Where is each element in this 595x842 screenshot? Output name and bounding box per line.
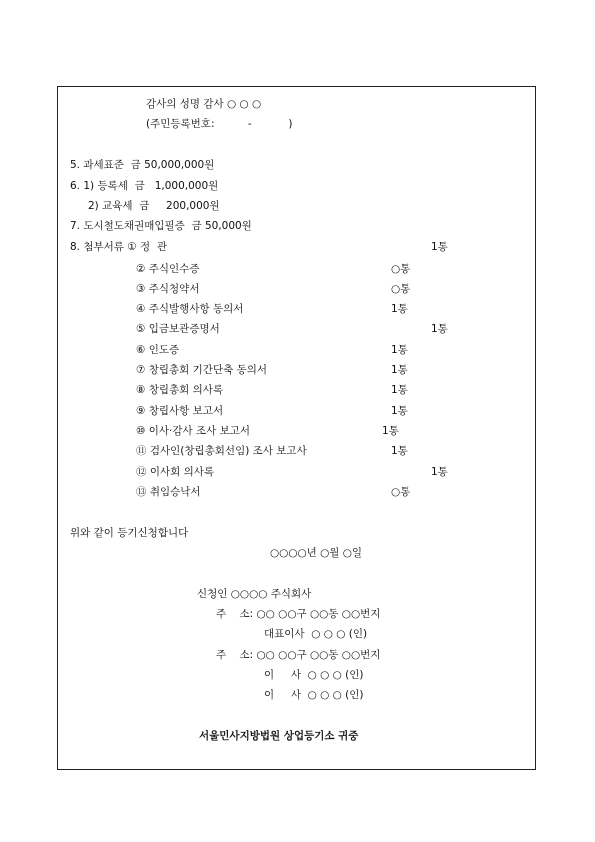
attachment-count: 1통 xyxy=(382,425,399,437)
attachment-label: ⑦ 창립총회 기간단축 동의서 xyxy=(136,364,267,376)
attachment-label: ② 주식인수증 xyxy=(136,263,200,275)
attachment-count: 1통 xyxy=(391,445,408,457)
auditor-id-line: (주민등록번호: - ) xyxy=(146,118,293,130)
company-address: 주 소: ○○ ○○구 ○○동 ○○번지 xyxy=(216,608,381,620)
attachment-count: 1통 xyxy=(391,344,408,356)
applicant-company: 신청인 ○○○○ 주식회사 xyxy=(197,588,312,600)
attachment-count: 1통 xyxy=(431,466,448,478)
attachment-count: ○통 xyxy=(391,486,411,498)
director-signature: 이 사 ○ ○ ○ (인) xyxy=(264,669,364,681)
attachment-count: 1통 xyxy=(391,384,408,396)
registration-tax-line: 6. 1) 등록세 금 1,000,000원 xyxy=(70,180,219,192)
attachment-count: 1통 xyxy=(431,323,448,335)
date-line: ○○○○년 ○월 ○일 xyxy=(270,547,363,559)
auditor-name-line: 감사의 성명 감사 ○ ○ ○ xyxy=(146,98,262,110)
attachment-count: 1통 xyxy=(391,364,408,376)
attachment-count: ○통 xyxy=(391,263,411,275)
attachment-label: ⑪ 검사인(창립총회선임) 조사 보고사 xyxy=(136,445,307,457)
attachment-label: ⑬ 취임승낙서 xyxy=(136,486,201,498)
attachment-count: 1통 xyxy=(391,303,408,315)
attachment-count: 1통 xyxy=(391,405,408,417)
attachment-label: ⑥ 인도증 xyxy=(136,344,180,356)
court-addressee: 서울민사지방법원 상업등기소 귀중 xyxy=(199,730,359,742)
attachments-title: 8. 첨부서류 ① 정 관 xyxy=(70,241,167,253)
attachment-count: 1통 xyxy=(431,241,448,253)
attachment-label: ⑫ 이사회 의사록 xyxy=(136,466,215,478)
attachment-label: ⑨ 창립사항 보고서 xyxy=(136,405,224,417)
attachment-count: ○통 xyxy=(391,283,411,295)
attachment-label: ⑩ 이사·감사 조사 보고서 xyxy=(136,425,251,437)
director-address: 주 소: ○○ ○○구 ○○동 ○○번지 xyxy=(216,649,381,661)
director-signature: 이 사 ○ ○ ○ (인) xyxy=(264,689,364,701)
attachment-label: ④ 주식발행사항 동의서 xyxy=(136,303,244,315)
attachment-label: ⑤ 입금보관증명서 xyxy=(136,323,220,335)
tax-base-line: 5. 과세표준 금 50,000,000원 xyxy=(70,159,215,171)
ceo-signature: 대표이사 ○ ○ ○ (인) xyxy=(264,628,368,640)
attachment-label: ⑧ 창립총회 의사록 xyxy=(136,384,224,396)
request-line: 위와 같이 등기신청합니다 xyxy=(70,527,189,539)
attachment-label: ③ 주식청약서 xyxy=(136,283,200,295)
bond-line: 7. 도시철도채권매입필증 금 50,000원 xyxy=(70,220,252,232)
education-tax-line: 2) 교육세 금 200,000원 xyxy=(88,200,220,212)
